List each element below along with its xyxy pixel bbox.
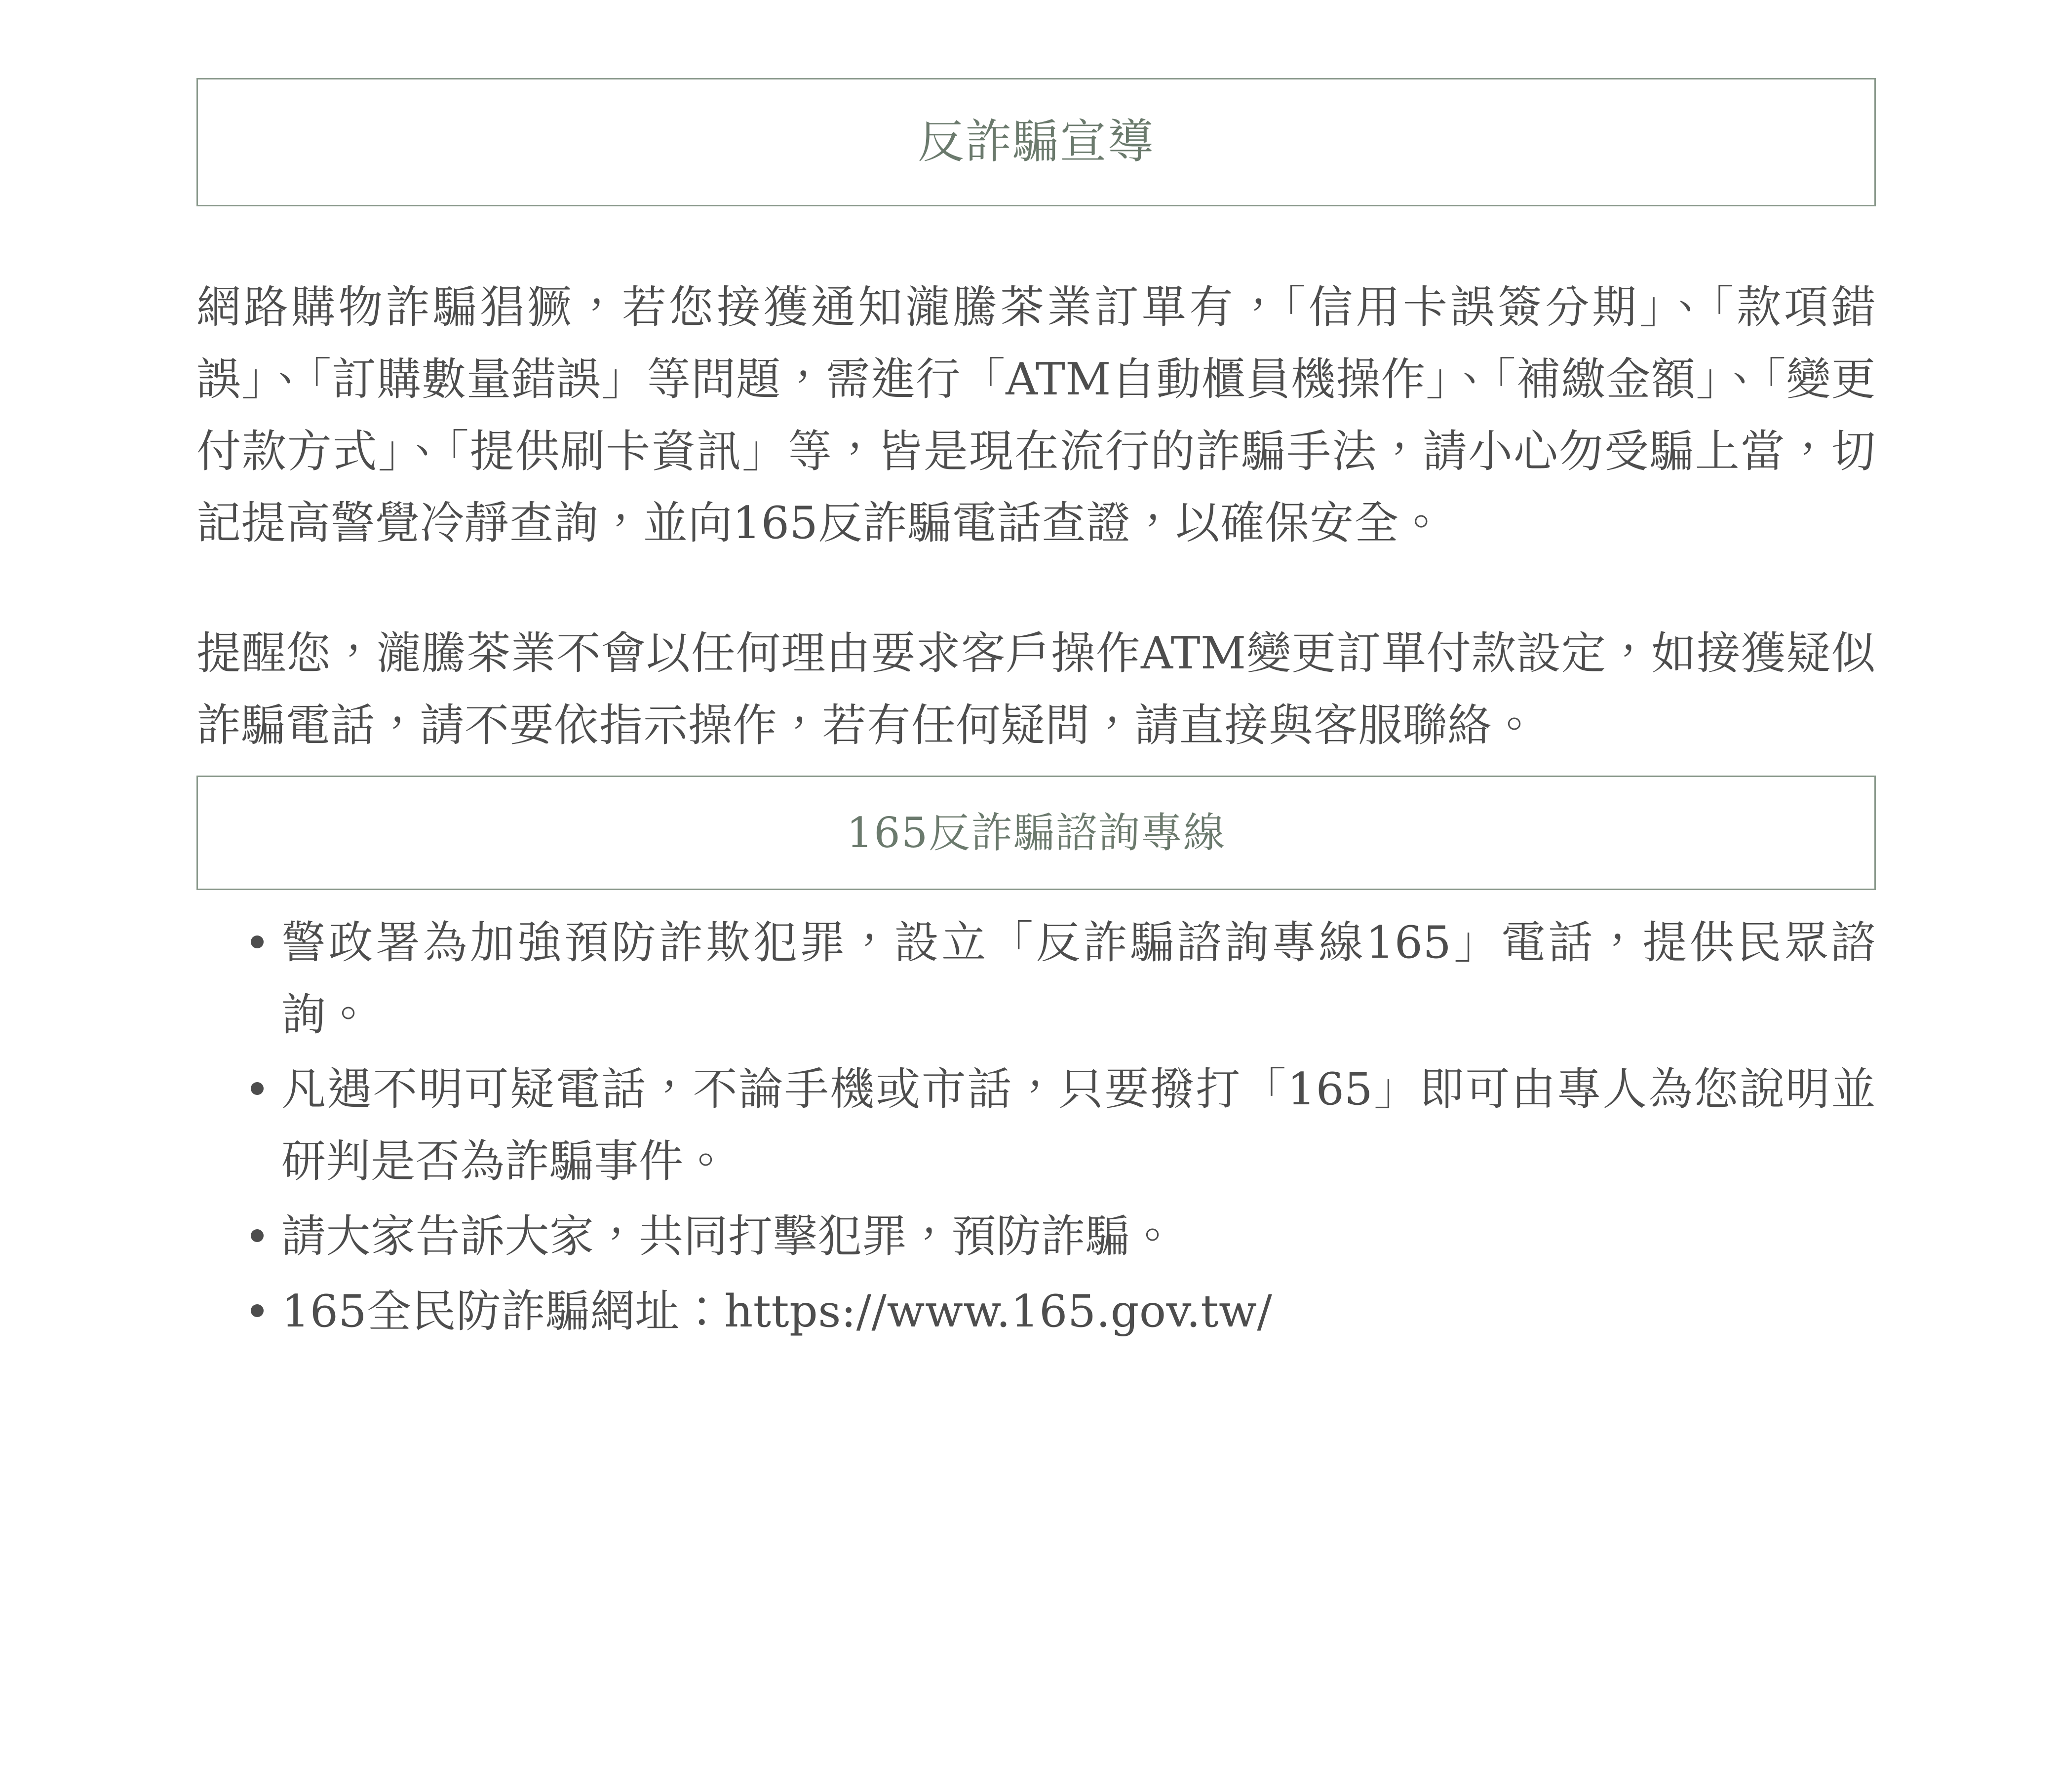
bullet-dot-icon [251,935,264,948]
bullet-dot-icon [251,1082,264,1095]
list-item [251,1201,1876,1273]
content-column [196,0,1876,1351]
fraud-warning-paragraph: 網路購物詐騙猖獗，若您接獲通知瀧騰茶業訂單有，「信用卡誤簽分期」、「款項錯誤」、「訂購數量錯誤」等問題，需進行「ATM自動櫃員機操作」、「補繳金額」、「變更付款方式」、「提供刷卡資訊」等，皆是現在流行的詐騙手法，請小心勿受騙上當，切記提高警覺冷靜查詢，並向165反詐騙電話查證，以確保安全。 [196,281,1876,549]
list-item [251,1053,1876,1198]
hotline-banner-title: 165反詐騙諮詢專線 [846,808,1226,857]
bullet-dot-icon [251,1304,264,1317]
hotline-banner [196,776,1876,890]
list-item-text: 凡遇不明可疑電話，不論手機或市話，只要撥打「165」即可由專人為您說明並研判是否為詐騙事件。 [281,1063,1876,1188]
hotline-bullet-list [196,907,1876,1348]
list-item-text: 警政署為加強預防詐欺犯罪，設立「反詐騙諮詢專線165」電話，提供民眾諮詢。 [281,916,1876,1041]
list-item [251,907,1876,1051]
page-title-banner [196,78,1876,206]
list-item-text-website[interactable]: 165全民防詐騙網址：https://www.165.gov.tw/ [281,1285,1273,1337]
list-item-website [251,1276,1876,1348]
page-title: 反詐騙宣導 [917,115,1155,169]
list-item-text: 請大家告訴大家，共同打擊犯罪，預防詐騙。 [281,1210,1175,1262]
bullet-dot-icon [251,1229,264,1242]
customer-reminder-paragraph: 提醒您，瀧騰茶業不會以任何理由要求客戶操作ATM變更訂單付款設定，如接獲疑似詐騙電話，請不要依指示操作，若有任何疑問，請直接與客服聯絡。 [196,627,1876,751]
